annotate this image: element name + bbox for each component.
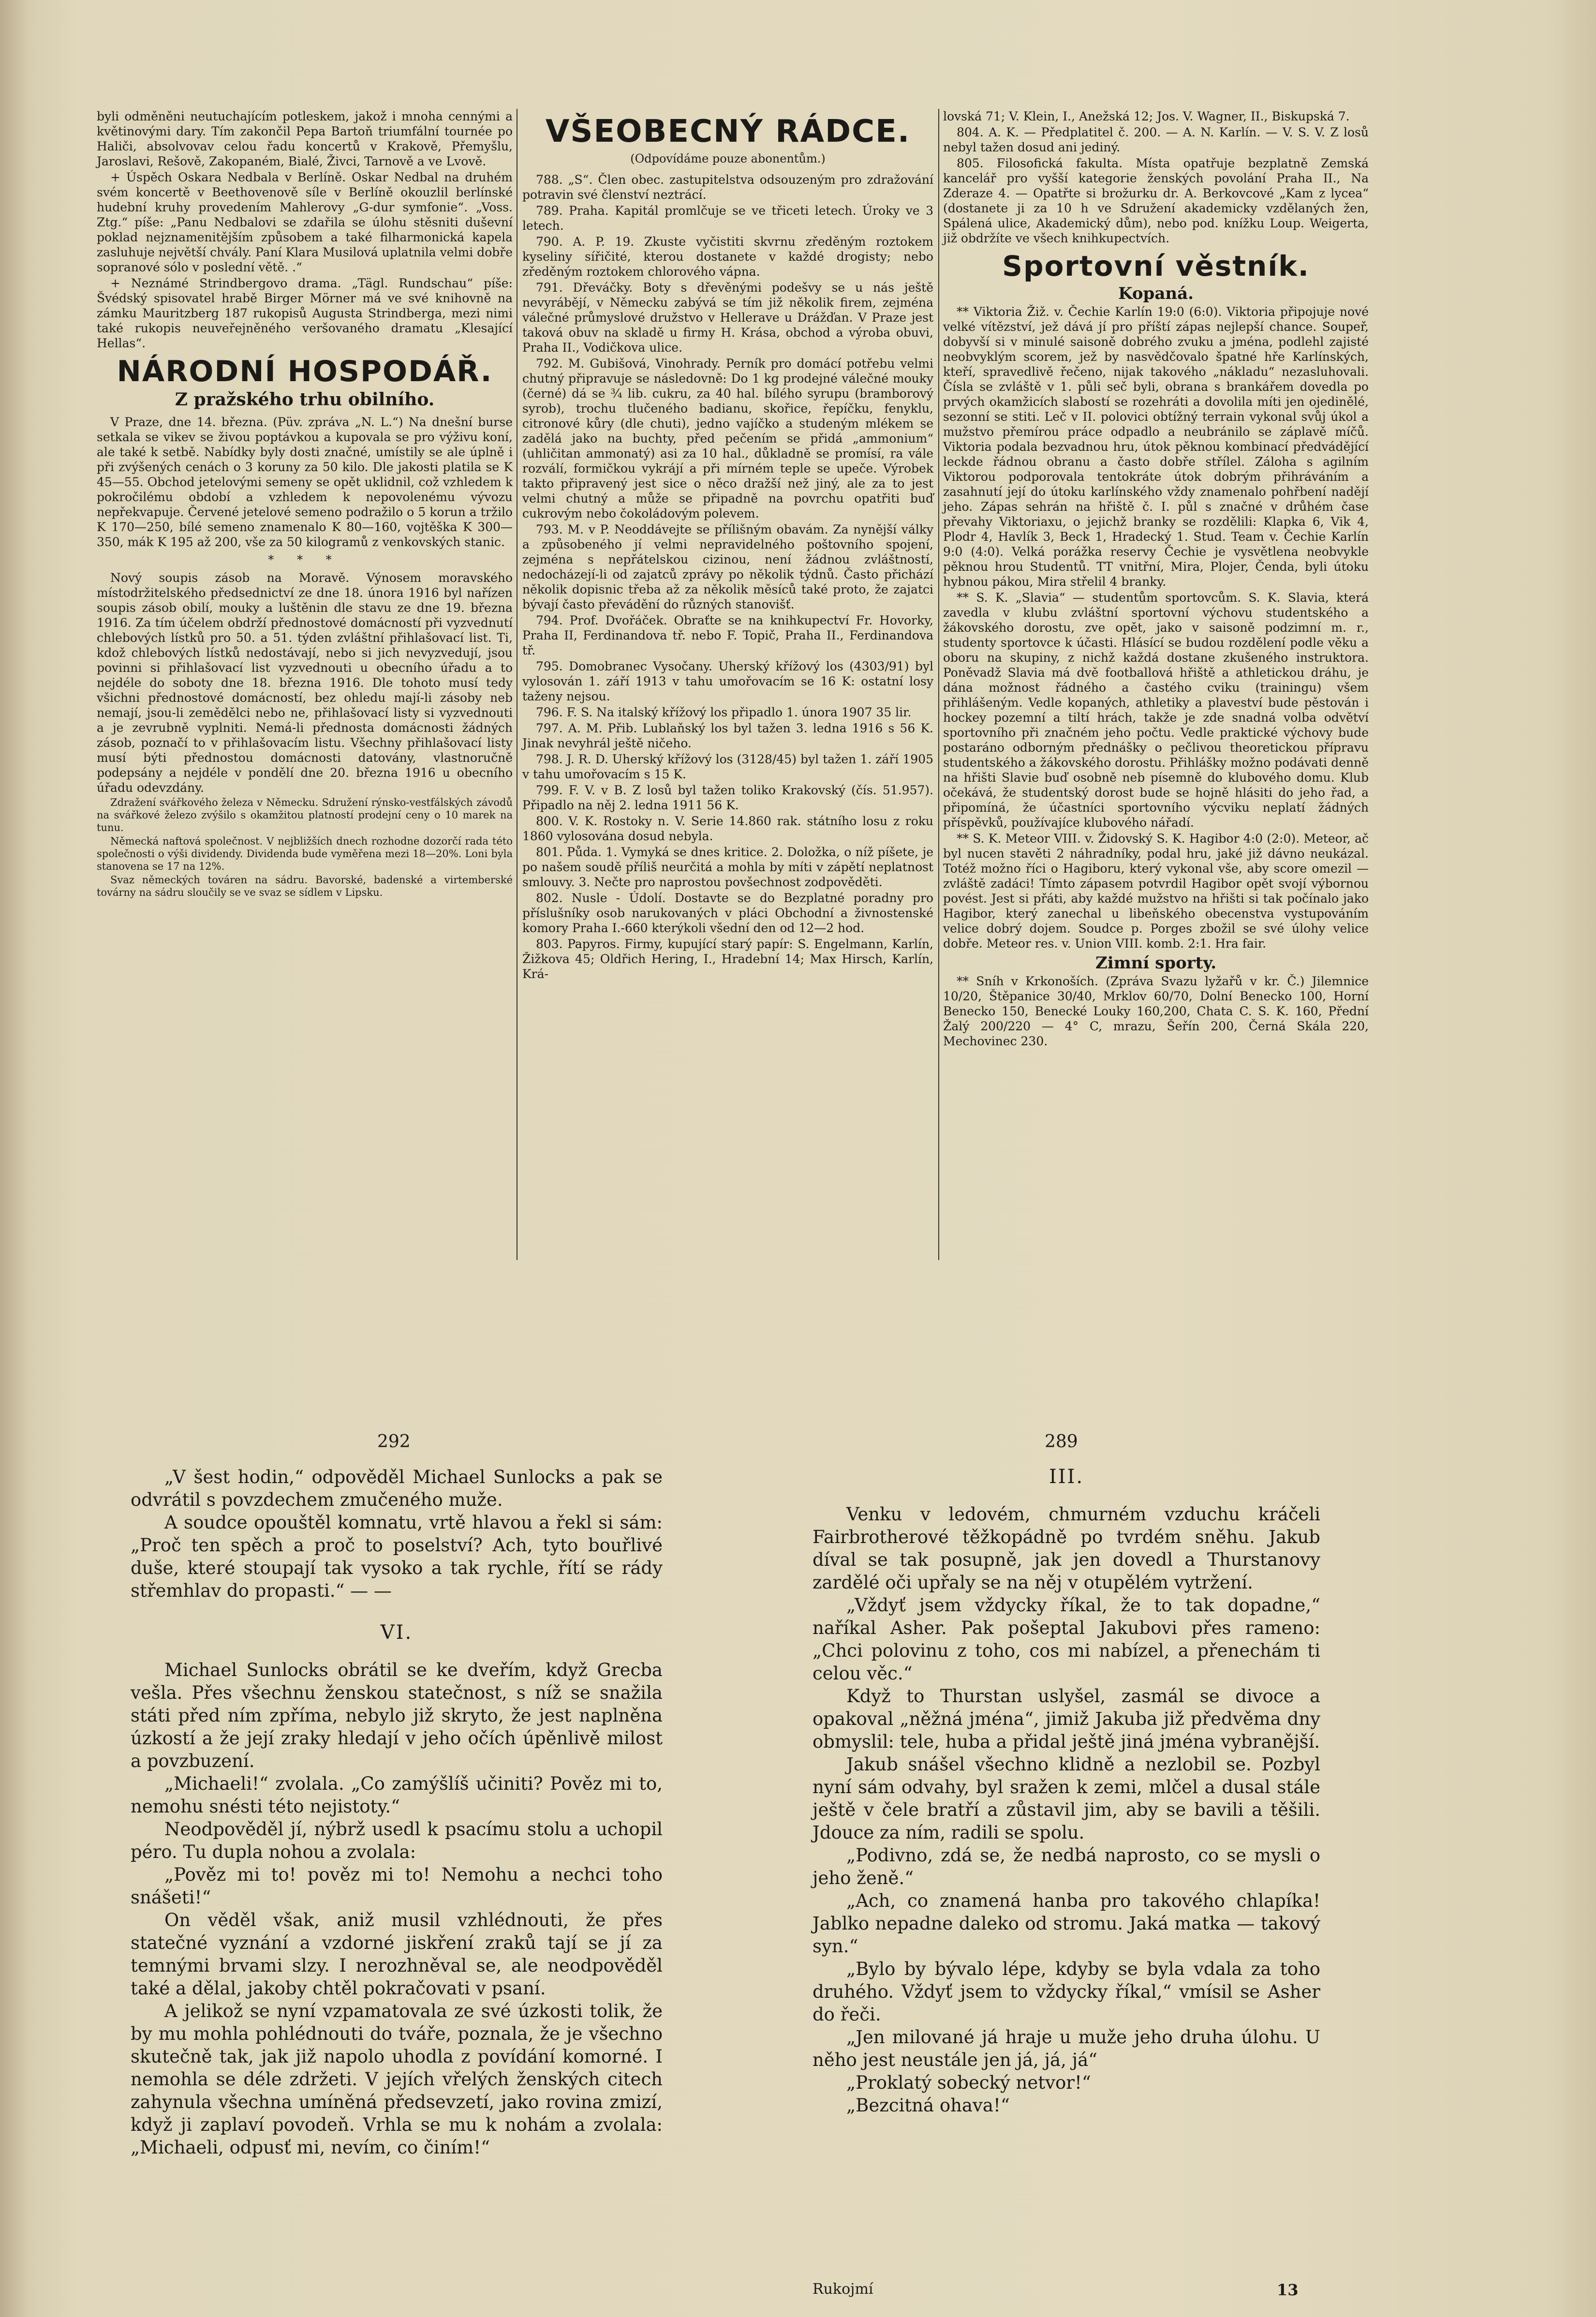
novel-paragraph: „Ach, co znamená hanba pro takového chlapíka! Jablko nepadne daleko od stromu. Jaká matka — takový syn.“	[813, 1890, 1320, 1957]
article-text: Nový soupis zásob na Moravě. Výnosem moravského místodržitelského předsednictví ze dne 18. února 1916 byl nařízen soupis zásob obilí, mouky a luštěnin dle stavu ze dne 19. března 1916. Za tím účelem obdrží přednostové domácností při vyzvednutí chlebových lístků pro 50. a 51. týden zvláštní přihlašovací list. Ti, kdož chlebových lístků nedostávají, nebo si jich nevyzvedují, jsou povinni si přihlašovací list vyzvednouti u obecního úřadu a to nejdéle do soboty dne 18. března 1916. Dle tohoto musí tedy všichni přednostové domácností, bez ohledu mají-li zásoby neb nemají, jsou-li zemědělci nebo ne, přihlašovací listy si vyzvednouti a je zevrubně vyplniti. Nemá-li přednosta domácnosti žádných zásob, poznačí to v přihlašovacím listu. Všechny přihlašovací listy musí býti přednostou domácnosti datovány, vlastnoručně podepsány a nejdéle v pondělí dne 20. března 1916 u obecního úřadu odevzdány.	[97, 571, 513, 795]
novel-paragraph: Venku v ledovém, chmurném vzduchu kráčeli Fairbrotherové těžkopádně po tvrdém sněhu. Jakub díval se tak posupně, jak jen dovedl a Thurstanovy zardělé oči upřaly se na něj v otupělém vytržení.	[813, 1504, 1320, 1593]
chapter-number: III.	[1049, 1466, 1084, 1488]
novel-paragraph: A jelikož se nyní vzpamatovala ze své úzkosti tolik, že by mu mohla pohlédnouti do tváře, poznala, že je všechno skutečně tak, jak již napolo uhodla z povídání komorné. I nemohla se déle zdržeti. V jejích vřelých ženských citech zahynula všechna umíněná předsevzetí, jako rovina zmizí, když ji zaplaví povodeň. Vrhla se mu k nohám a zvolala: „Michaeli, odpusť mi, nevím, co činím!“	[131, 2001, 663, 2158]
article-text: Svaz německých továren na sádru. Bavorské, badenské a virtemberské továrny na sádru sloučily se ve svaz se sídlem v Lipsku.	[97, 874, 513, 898]
advice-item: 804. A. K. — Předplatitel č. 200. — A. N. Karlín. — V. S. V. Z losů nebyl tažen dosud ani jediný.	[943, 125, 1369, 154]
advice-item: 797. A. M. Přib. Lublaňský los byl tažen 3. ledna 1916 s 56 K. Jinak nevyhrál ještě ničeho.	[522, 721, 933, 750]
section-subtitle: (Odpovídáme pouze abonentům.)	[630, 152, 826, 165]
novel-paragraph: Jakub snášel všechno klidně a nezlobil se. Pozbyl nyní sám odvahy, byl sražen k zemi, mlčel a dusal stále ještě v čele bratří a zůstavil jim, aby se bavili a těšili. Jdouce za ním, radili se spolu.	[813, 1754, 1320, 1843]
advice-item: 798. J. R. D. Uherský křížový los (3128/45) byl tažen 1. září 1905 v tahu umořovacím s 15 K.	[522, 752, 933, 781]
novel-paragraph: „Podivno, zdá se, že nedbá naprosto, co se mysli o jeho ženě.“	[813, 1845, 1320, 1888]
novel-column-left	[131, 1466, 663, 2159]
novel-paragraph: „Vždyť jsem vždycky říkal, že to tak dopadne,“ naříkal Asher. Pak pošeptal Jakubovi přes rameno: „Chci polovinu z toho, cos mi nabízel, a přenechám ti celou věc.“	[813, 1595, 1320, 1684]
advice-item: 790. A. P. 19. Zkuste vyčistiti skvrnu zředěným roztokem kyseliny sířičité, kterou dostanete v každé drogisty; nebo zředěným roztokem chlorového vápna.	[522, 235, 933, 279]
sports-report: ** S. K. Meteor VIII. v. Židovský S. K. Hagibor 4:0 (2:0). Meteor, ač byl nucen stavěti 2 náhradníky, podal hru, jaké již dávno neukázal. Totéž možno říci o Hagiboru, který vykonal vše, aby score omezil — zvláště zadáci! Tímto zápasem potvrdil Hagibor opět svojí výbornou povést. Jest si přáti, aby každé mužstvo na hřišti si tak počínalo jako Hagibor, který zanechal u libeňského obecenstva vystupováním velice dobrý dojem. Soudce p. Porges zbožil se své úlohy velice dobře. Meteor res. v. Union VIII. komb. 2:1. Hra fair.	[943, 832, 1369, 951]
page-number-left: 292	[377, 1432, 411, 1452]
article-text: Zdražení svářkového železa v Německu. Sdružení rýnsko-vestfálských závodů na svářkové železo zvýšilo s okamžitou platností prodejní ceny o 10 marek na tunu.	[97, 797, 513, 833]
separator-stars: * * *	[268, 553, 341, 566]
sports-report: ** Viktoria Žiž. v. Čechie Karlín 19:0 (6:0). Viktoria připojuje nové velké vítězství, jež dává jí pro příští zápas nejlepší chance. Soupeř, dobyvší si v minulé saisoně dobrého zvuku a jména, podlehl zajisté neobvyklým scorem, jež by nasvědčovalo špatné hře Karlínských, kteří, spravedlivě řečeno, nijak takového „nákladu“ nezasluhovali. Čísla se zvláště v 1. půli seč byli, obrana s brankářem dovedla po prvých okamžicích slabostí se rozehráti a dovolila míti jen ojedinělé, sezonní se stiti. Leč v II. polovici obtížný terrain vykonal svůj úkol a mužstvo přemírou práce odpadlo a neubránilo se záplavě míčů. Viktoria podala bezvadnou hru, útok pěknou kombinací předvádějící leckde řádnou obranu a často dobře střílel. Záloha s agilním Viktorou podporovala tentokráte útok dobrým přihráváním a zasahnutí její do útoku karlínského vždy znamenalo pohřbení nadějí jeho. Zápas sehrán na hřiště č. I. půl s značné v drůhém čase převahy Viktoriaxu, o jejichž branky se rozdělili: Klapka 6, Vik 4, Plodr 4, Havlík 3, Beck 1, Hradecký 1. Stud. Team v. Čechie Karlín 9:0 (4:0). Velká porážka reservy Čechie je vysvětlena neobvykle pěknou hrou Studentů. TT vnitřní, Mira, Plojer, Čenda, byli útoku hybnou pákou, Mira střelil 4 branky.	[943, 305, 1369, 589]
column-divider	[938, 109, 939, 1260]
article-text: + Neznámé Strindbergovo drama. „Tägl. Rundschau“ píše: Švédský spisovatel hrabě Birger Mörner má ve své knihovně na zámku Mauritzberg 187 rukopisů Augusta Strindberga, mezi nimi také rukopis neuveřejněného veršovaného dramatu „Klesající Hellas“.	[97, 276, 513, 350]
advice-item: 803. Papyros. Firmy, kupující starý papír: S. Engelmann, Karlín, Žižkova 45; Oldřich Hering, I., Hradební 14; Max Hirsch, Karlín, Krá-	[522, 937, 933, 981]
novel-paragraph: „Pověz mi to! pověz mi to! Nemohu a nechci toho snášeti!“	[131, 1864, 663, 1908]
section-masthead-sports: Sportovní věstník.	[1002, 250, 1310, 282]
novel-paragraph: „Proklatý sobecký netvor!“	[846, 2072, 1091, 2093]
advice-item: 796. F. S. Na italský křížový los připadlo 1. února 1907 35 lir.	[536, 705, 912, 719]
novel-paragraph: „Bezcitná ohava!“	[846, 2095, 1010, 2116]
column-left	[97, 109, 513, 900]
novel-paragraph: Neodpověděl jí, nýbrž usedl k psacímu stolu a uchopil péro. Tu dupla nohou a zvolala:	[131, 1819, 663, 1862]
article-text: V Praze, dne 14. března. (Püv. zpráva „N. L.“) Na dnešní burse setkala se vikev se živou poptávkou a kupovala se pro výživu koní, ale také k setbě. Nabídky byly dosti značné, umístily se ale úplně i při zvýšených cenách o 3 koruny za 50 kilo. Dle jakosti platila se K 45—55. Obchod jetelovými semeny se opět uklidnil, což vzhledem k pokročilému období a vzhledem k nepovolenému vývozu nepřekvapuje. Červené jetelové semeno podražilo o 5 korun a tržilo K 170—250, bílé semeno znamenalo K 80—160, vojtěška K 300—350, mák K 195 až 200, vše za 50 kilogramů z venkovských stanic.	[97, 415, 513, 549]
novel-paragraph: On věděl však, aniž musil vzhlédnouti, že přes statečné vyznání a vzdorné jiskření zraků tají se jí za temnými brvami slzy. I nerozhněval se, ale neodpověděl také a dělal, jakoby chtěl pokračovati v psaní.	[131, 1910, 663, 1999]
novel-paragraph: „V šest hodin,“ odpověděl Michael Sunlocks a pak se odvrátil s povzdechem zmučeného muže.	[131, 1467, 663, 1510]
novel-paragraph: Když to Thurstan uslyšel, zasmál se divoce a opakoval „něžná jména“, jimiž Jakuba již předvěma dny obmyslil: tele, huba a přidal ještě jiná jména vybranější.	[813, 1686, 1320, 1752]
advice-item: 793. M. v P. Neoddávejte se přílišným obavám. Za nynější války a způsobeného jí velmi nepravidelného poštovního spojení, zejména s nepřátelskou cizinou, není žádnou zvláštností, nedocházejí-li od zajatců zprávy po několik týdnů. Často přichází několik dopisnic třeba až za několik měsíců také proto, že zajatci bývají často převádění do různých stanovišť.	[522, 522, 933, 611]
article-text: byli odměněni neutuchajícím potleskem, jakož i mnoha cennými a květinovými dary. Tím zakončil Pepa Bartoň triumfální tournée po Haliči, absolvovav celou řadu koncertů v Krakově, Přemyšlu, Jaroslavi, Rešově, Zakopaném, Bialé, Živci, Tarnově a ve Lvově.	[97, 109, 513, 168]
novel-paragraph: A soudce opouštěl komnatu, vrtě hlavou a řekl si sám: „Proč ten spěch a proč to poselství? Ach, tyto bouřlivé duše, které stoupají tak vysoko a tak rychle, řítí se rády střemhlav do propasti.“ — —	[131, 1512, 663, 1601]
section-masthead-general-advisor: VŠEOBECNÝ RÁDCE.	[545, 114, 911, 149]
article-text: Německá naftová společnost. V nejbližších dnech rozhodne dozorčí rada této společnosti o výši dividendy. Dividenda bude vyměřena mezi 18—20%. Loni byla stanovena se 17 na 12%.	[97, 835, 513, 872]
novel-paragraph: „Bylo by bývalo lépe, kdyby se byla vdala za toho druhého. Vždyť jsem to vždycky říkal,“ vmísil se Asher do řeči.	[813, 1959, 1320, 2025]
advice-item: 805. Filosofická fakulta. Místa opatřuje bezplatně Zemská kancelář pro vyšší kategorie ženských povolání Praha II., Na Zderaze 4. — Opatřte si brožurku dr. A. Berkovcové „Kam z lycea“ (dostanete ji za 10 h ve Sdružení akademicky vzdělaných žen, Spálená ulice, Akademický dům), nebo pod. knížku Loup. Weigerta, již obdržíte ve všech knihkupectvích.	[943, 156, 1369, 245]
advice-item: 788. „S“. Člen obec. zastupitelstva odsouzeným pro zdražování potravin své členství neztrácí.	[522, 173, 933, 202]
column-middle	[522, 109, 933, 982]
novel-paragraph: „Jen milované já hraje u muže jeho druha úlohu. U něho jest neustále jen já, já, já“	[813, 2027, 1320, 2070]
article-heading: Zimní sporty.	[1095, 953, 1217, 973]
novel-paragraph: Michael Sunlocks obrátil se ke dveřím, když Grecba vešla. Přes všechnu ženskou statečnost, s níž se snažila státi před ním zpříma, nebylo již skryto, že jest naplněna úzkostí a že její zraky hledají v jeho očích úpěnlivě milost a povzbuzení.	[131, 1660, 663, 1771]
advice-item: 795. Domobranec Vysočany. Uherský křížový los (4303/91) byl vylosován 1. září 1913 v tahu umořovacím se 16 K: ostatní losy taženy nejsou.	[522, 659, 933, 703]
footer-title: Rukojmí	[813, 2281, 873, 2298]
short-notes	[97, 796, 513, 899]
advice-item: lovská 71; V. Klein, I., Anežská 12; Jos. V. Wagner, II., Biskupská 7.	[943, 109, 1350, 123]
article-text: + Úspěch Oskara Nedbala v Berlíně. Oskar Nedbal na druhém svém koncertě v Beethovenově síle v Berlíně okouzlil berlínské hudební kruhy provedením Mahlerovy „G-dur symfonie“. „Voss. Ztg.“ píše: „Panu Nedbalovi se zdařila se úlohu stěsniti duševní poklad nejznamenitějším způsobem a také filharmonická kapela zasluhuje největší chvály. Paní Klara Musilová uplatnila velmi dobře sopranové sólo v poslední větě. .“	[97, 170, 513, 274]
advice-item: 799. F. V. v B. Z losů byl tažen toliko Krakovský (čís. 51.957). Připadlo na něj 2. ledna 1911 56 K.	[522, 783, 933, 812]
article-heading: Z pražského trhu obilního.	[175, 389, 435, 410]
advice-item: 792. M. Gubišová, Vinohrady. Perník pro domácí potřebu velmi chutný připravuje se následovně: Do 1 kg prodejné válečné mouky (černé) dá se ¾ lib. cukru, za 40 hal. bílého syrupu (bramborový syrob), trochu tlučeného badianu, skořice, řepíčku, fenyklu, citronové kůry (dle chuti), jedno vajíčko a studeným mlékem se zadělá jako na buchty, před pečením se přidá „ammonium“ (uhličitan ammonatý) asi za 10 hal., důkladně se promísí, ra vále rozválí, formičkou vykrájí a při mírném teple se upeče. Výrobek takto připravený jest sice o něco dražší než jiný, ale za to jest velmi chutný a může se připadně na povrchu opatřiti buď cukrovým nebo čokoládovým polevem.	[522, 356, 933, 520]
footer-number: 13	[1277, 2281, 1299, 2299]
sports-report: ** Sníh v Krkonoších. (Zpráva Svazu lyžařů v kr. Č.) Jilemnice 10/20, Štěpanice 30/40, Mrklov 60/70, Dolní Benecko 100, Horní Benecko 150, Benecké Louky 160,200, Chata C. S. K. 160, Přední Žalý 200/220 — 4° C, mrazu, Šeřín 200, Černá Skála 220, Mechovinec 230.	[943, 974, 1369, 1048]
page-number-right: 289	[1045, 1432, 1078, 1452]
advice-item: 802. Nusle - Údolí. Dostavte se do Bezplatné poradny pro příslušníky osob narukovaných v pláci Obchodní a živnostenské komory Praha I.-660 kterýkoli všední den od 12—2 hod.	[522, 891, 933, 935]
sports-report: ** S. K. „Slavia“ — studentům sportovcům. S. K. Slavia, která zavedla v klubu zvláštní sportovní výchovu studentského a žákovského dorostu, zve opět, jako v saisoně podzimní m. r., studenty sportovce k účasti. Hlásící se budou rozdělení podle věku a oboru na skupiny, z nichž každá dostane zkušeného instruktora. Poněvadž Slavia má dvě footballová hřiště a athletickou dráhu, je dána možnost řádného a častého cviku (trainingu) všem přihlášeným. Vedle kopaných, athletiky a plaveství bude pěstován i hockey pozemní a tiltí hrách, takže je zde snadná volba odvětví sportovního při značném jeho počtu. Vedle praktické výchovy bude postaráno odborným přednášky o pečlivou theoretickou přípravu studentského a žákovského dorostu. Přihlášky možno podávati denně na hřišti Slavie buď osobně neb písemně do klubového domu. Klub očekává, že studentský dorost bude se hojně hlásiti do jeho řad, a připomíná, že účastníci sportovního výcviku neplatí žádných příspěvků, používajíce klubového nářadí.	[943, 591, 1369, 830]
advice-item: 789. Praha. Kapitál promlčuje se ve třiceti letech. Úroky ve 3 letech.	[522, 204, 933, 233]
advice-item: 794. Prof. Dvořáček. Obraťte se na knihkupectví Fr. Hovorky, Praha II, Ferdinandova tř. nebo F. Topič, Praha II., Ferdinandova tř.	[522, 613, 933, 657]
novel-paragraph: „Michaeli!“ zvolala. „Co zamýšlíš učiniti? Pověz mi to, nemohu snésti této nejistoty.“	[131, 1773, 663, 1817]
column-right	[943, 109, 1369, 1050]
novel-column-right	[813, 1466, 1320, 2117]
advice-item: 800. V. K. Rostoky n. V. Serie 14.860 rak. státního losu z roku 1860 vylosována dosud nebyla.	[522, 814, 933, 843]
advice-item: 791. Dřeváčky. Boty s dřevěnými podešvy se u nás ještě nevyrábějí, v Německu zabývá se tím již několik firem, zejména válečné průmyslové družstvo v Hellerave u Drážďan. V Praze jest taková obuv na skladě u firmy H. Krása, obchod a výroba obuvi, Praha II., Vodičkova ulice.	[522, 281, 933, 355]
article-heading: Kopaná.	[1118, 284, 1194, 303]
chapter-number: VI.	[380, 1621, 413, 1644]
advice-item: 801. Půda. 1. Vymyká se dnes kritice. 2. Doložka, o níž píšete, je po našem soudě příliš neurčitá a mohla by míti v zápětí neplatnost smlouvy. 3. Nečte pro naprostou povšechnost zodpověděti.	[522, 845, 933, 889]
section-masthead-national-economy: NÁRODNÍ HOSPODÁŘ.	[117, 355, 493, 388]
